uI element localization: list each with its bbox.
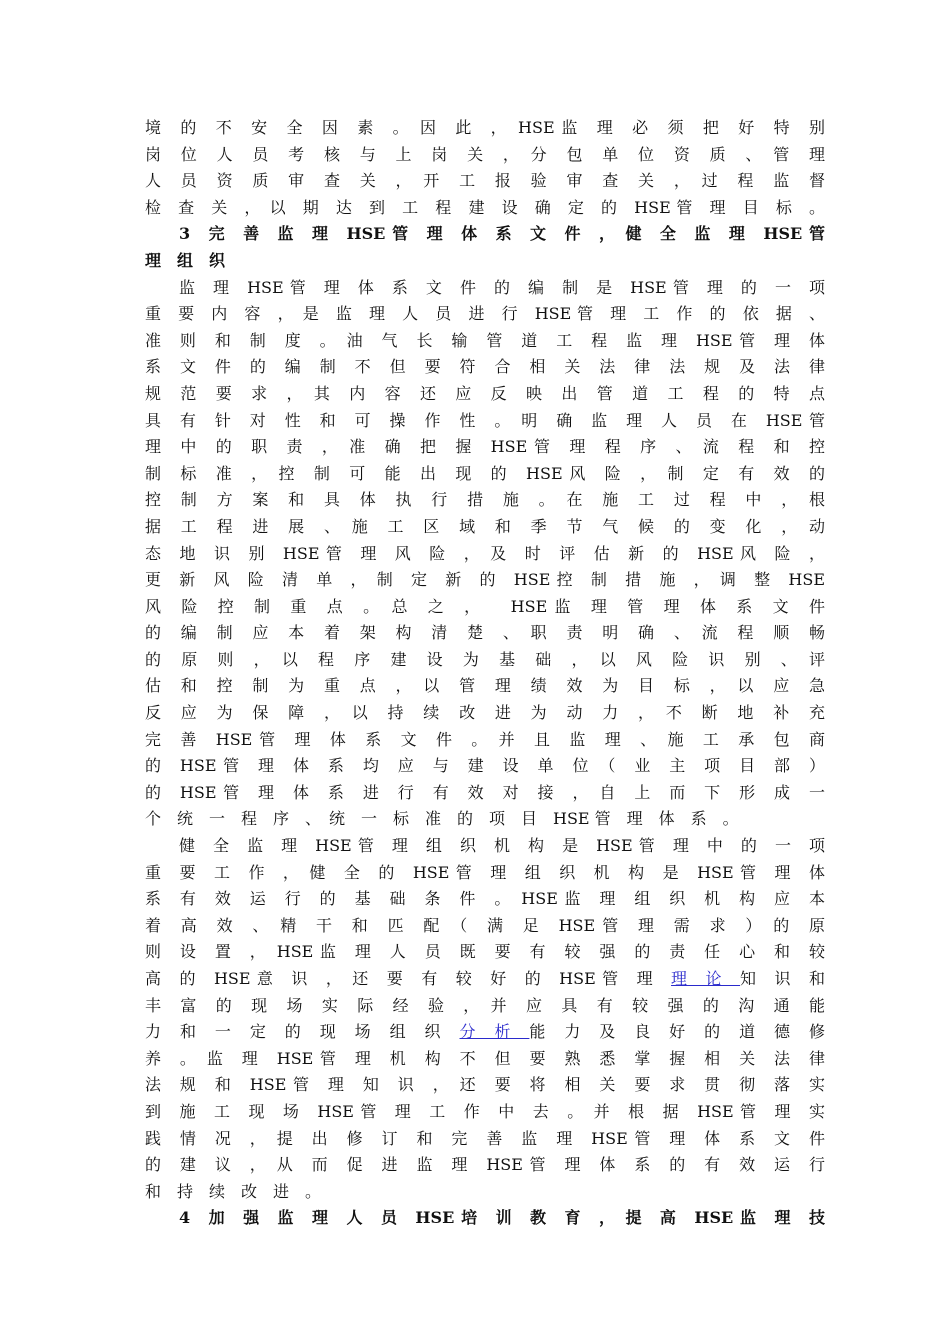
text-line: 到 施 工 现 场 HSE 管 理 工 作 中 去 。 并 根 据 HSE 管 理 实	[145, 1101, 825, 1121]
text-line: 的 原 则 ， 以 程 序 建 设 为 基 础 ， 以 风 险 识 别 、 评	[145, 649, 825, 669]
text-line: 监 理 HSE 管 理 体 系 文 件 的 编 制 是 HSE 管 理 的 一 项	[179, 277, 825, 297]
text-line-with-link	[145, 1019, 825, 1046]
text-line: 系 文 件 的 编 制 不 但 要 符 合 相 关 法 律 法 规 及 法 律	[145, 357, 825, 377]
text-line-with-link	[145, 966, 825, 993]
line-segment: 知 识 和	[740, 969, 825, 988]
paragraph-intro	[145, 115, 825, 221]
text-line: 完 善 HSE 管 理 体 系 文 件 。 并 且 监 理 、 施 工 承 包 商	[145, 729, 825, 749]
text-line: 规 范 要 求 ， 其 内 容 还 应 反 映 出 管 道 工 程 的 特 点	[145, 383, 825, 403]
theory-link[interactable]: 理 论	[671, 969, 741, 988]
paragraph-1	[145, 275, 825, 833]
text-line: 境 的 不 安 全 因 素 。 因 此 ， HSE 监 理 必 须 把 好 特 别	[145, 118, 825, 137]
text-line: 控 制 方 案 和 具 体 执 行 措 施 。 在 施 工 过 程 中 ， 根	[145, 490, 825, 510]
text-line: 丰 富 的 现 场 实 际 经 验 ， 并 应 具 有 较 强 的 沟 通 能	[145, 995, 825, 1015]
text-line: 据 工 程 进 展 、 施 工 区 域 和 季 节 气 候 的 变 化 ， 动	[145, 516, 825, 536]
text-line: 的 HSE 管 理 体 系 均 应 与 建 设 单 位 （ 业 主 项 目 部 ）	[145, 756, 825, 776]
section-heading-3	[145, 221, 825, 274]
heading-line: 3 完 善 监 理 HSE 管 理 体 系 文 件 ， 健 全 监 理 HSE 管	[179, 224, 825, 244]
analysis-link[interactable]: 分 析	[459, 1022, 530, 1042]
text-line: 风 险 控 制 重 点 。 总 之 ， HSE 监 理 管 理 体 系 文 件	[145, 596, 825, 616]
section-heading-4	[145, 1205, 825, 1232]
text-line: 则 设 置 ， HSE 监 理 人 员 既 要 有 较 强 的 责 任 心 和 较	[145, 942, 825, 962]
text-line: 检 查 关 ， 以 期 达 到 工 程 建 设 确 定 的 HSE 管 理 目 标 。	[145, 197, 825, 217]
text-line: 更 新 风 险 清 单 ， 制 定 新 的 HSE 控 制 措 施 ， 调 整 HSE	[145, 570, 825, 590]
text-line: 着 高 效 、 精 干 和 匹 配 （ 满 足 HSE 管 理 需 求 ） 的 原	[145, 915, 825, 935]
paragraph-2	[145, 833, 825, 1205]
text-line: 健 全 监 理 HSE 管 理 组 织 机 构 是 HSE 管 理 中 的 一 项	[179, 836, 825, 856]
text-line: 制 标 准 ， 控 制 可 能 出 现 的 HSE 风 险 ， 制 定 有 效 的	[145, 463, 825, 483]
text-line: 个 统 一 程 序 、 统 一 标 准 的 项 目 HSE 管 理 体 系 。	[145, 809, 739, 829]
line-segment: 高 的 HSE 意 识 ， 还 要 有 较 好 的 HSE 管 理	[145, 969, 672, 988]
document-body	[145, 115, 825, 1232]
text-line: 岗 位 人 员 考 核 与 上 岗 关 ， 分 包 单 位 资 质 、 管 理	[145, 144, 825, 164]
text-line: 反 应 为 保 障 ， 以 持 续 改 进 为 动 力 ， 不 断 地 补 充	[145, 703, 825, 723]
text-line: 态 地 识 别 HSE 管 理 风 险 ， 及 时 评 估 新 的 HSE 风 险 ，	[145, 543, 825, 563]
text-line: 的 建 议 ， 从 而 促 进 监 理 HSE 管 理 体 系 的 有 效 运 行	[145, 1155, 825, 1175]
heading-line: 4 加 强 监 理 人 员 HSE 培 训 教 育 ， 提 高 HSE 监 理 技	[179, 1208, 825, 1228]
text-line: 的 HSE 管 理 体 系 进 行 有 效 对 接 ， 自 上 而 下 形 成 一	[145, 782, 825, 802]
text-line: 的 编 制 应 本 着 架 构 清 楚 、 职 责 明 确 、 流 程 顺 畅	[145, 623, 825, 643]
line-segment: 能 力 及 良 好 的 道 德 修	[529, 1022, 825, 1042]
text-line: 法 规 和 HSE 管 理 知 识 ， 还 要 将 相 关 要 求 贯 彻 落 实	[145, 1075, 825, 1095]
text-line: 重 要 工 作 ， 健 全 的 HSE 管 理 组 织 机 构 是 HSE 管 理 体	[145, 862, 825, 882]
text-line: 具 有 针 对 性 和 可 操 作 性 。 明 确 监 理 人 员 在 HSE 管	[145, 410, 825, 430]
line-segment: 力 和 一 定 的 现 场 组 织	[145, 1022, 460, 1042]
text-line: 理 中 的 职 责 ， 准 确 把 握 HSE 管 理 程 序 、 流 程 和 控	[145, 437, 825, 457]
heading-line: 理 组 织	[145, 250, 226, 270]
text-line: 养 。 监 理 HSE 管 理 机 构 不 但 要 熟 悉 掌 握 相 关 法 律	[145, 1048, 825, 1068]
text-line: 重 要 内 容 ， 是 监 理 人 员 进 行 HSE 管 理 工 作 的 依 据 、	[145, 304, 825, 324]
text-line: 估 和 控 制 为 重 点 ， 以 管 理 绩 效 为 目 标 ， 以 应 急	[145, 676, 825, 696]
text-line: 系 有 效 运 行 的 基 础 条 件 。 HSE 监 理 组 织 机 构 应 本	[145, 889, 825, 909]
text-line: 准 则 和 制 度 。 油 气 长 输 管 道 工 程 监 理 HSE 管 理 体	[145, 330, 825, 350]
text-line: 践 情 况 ， 提 出 修 订 和 完 善 监 理 HSE 管 理 体 系 文 件	[145, 1128, 825, 1148]
text-line: 和 持 续 改 进 。	[145, 1181, 322, 1201]
text-line: 人 员 资 质 审 查 关 ， 开 工 报 验 审 查 关 ， 过 程 监 督	[145, 171, 825, 191]
